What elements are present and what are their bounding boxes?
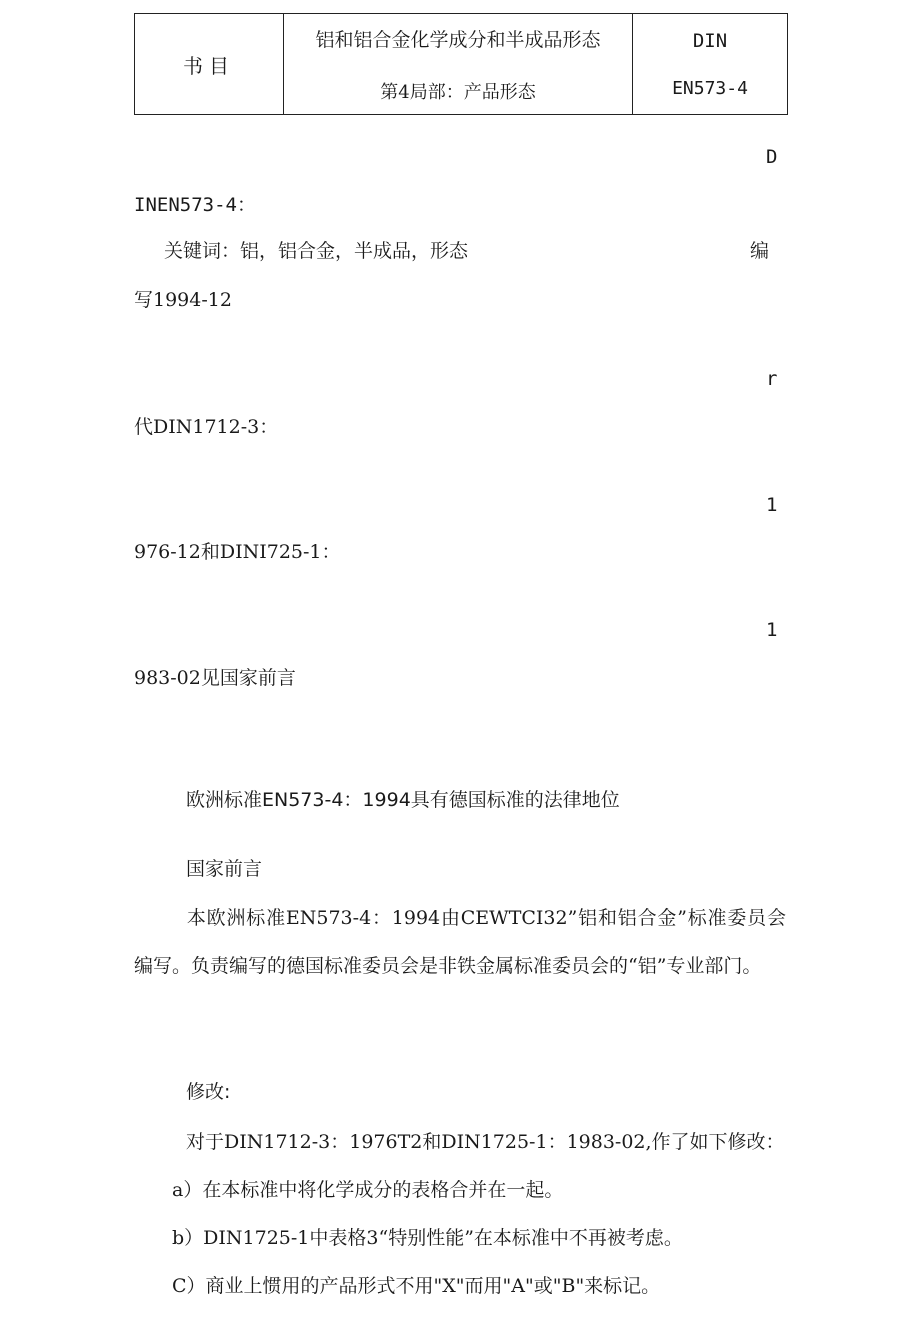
- foreword-paragraph: [134, 894, 786, 990]
- meta-char-d: D: [766, 146, 778, 168]
- meta-replaces-3: 983-02见国家前言: [134, 667, 296, 689]
- foreword-text: 本欧洲标准EN573-4：1994由CEWTCI32”铝和铝合金”标准委员会编写。负责编写的德国标准委员会是非铁金属标准委员会的“铝”专业部门。: [134, 907, 786, 977]
- change-item-b: b）DIN1725-1中表格3“特别性能”在本标准中不再被考虑。: [172, 1227, 683, 1249]
- eu-status-line: 欧洲标准EN573-4：1994具有德国标准的法律地位: [186, 789, 620, 811]
- changes-intro: 对于DIN1712-3：1976T2和DIN1725-1：1983-02,作了如下修改：: [186, 1131, 785, 1153]
- header-title-cell: [284, 14, 633, 115]
- header-label-cell: [135, 14, 284, 115]
- header-subtitle: 第4局部：产品形态: [380, 81, 536, 103]
- meta-edit-char: 编: [750, 240, 770, 262]
- meta-replaces-1: 代DIN1712-3：: [134, 416, 279, 438]
- meta-char-1b: 1: [766, 619, 778, 641]
- header-code-prefix: DIN: [692, 29, 728, 52]
- header-code-cell: [633, 14, 788, 115]
- meta-doc-id: INEN573-4：: [134, 194, 256, 216]
- changes-heading: 修改:: [186, 1081, 231, 1103]
- header-label: 书目: [183, 53, 235, 78]
- national-foreword-heading: 国家前言: [186, 858, 263, 880]
- meta-char-1a: 1: [766, 494, 778, 516]
- header-code-number: EN573-4: [672, 77, 748, 99]
- meta-keywords: 关键词：铝，铝合金，半成品，形态: [164, 240, 469, 262]
- change-item-c: C）商业上惯用的产品形式不用"X"而用"A"或"B"来标记。: [172, 1275, 661, 1297]
- meta-replaces-2: 976-12和DINI725-1：: [134, 541, 341, 563]
- meta-edit-date: 写1994-12: [134, 289, 232, 311]
- meta-char-r: r: [766, 368, 778, 390]
- change-item-a: a）在本标准中将化学成分的表格合并在一起。: [172, 1179, 564, 1201]
- header-title: 铝和铝合金化学成分和半成品形态: [315, 28, 601, 51]
- header-table: [134, 13, 788, 115]
